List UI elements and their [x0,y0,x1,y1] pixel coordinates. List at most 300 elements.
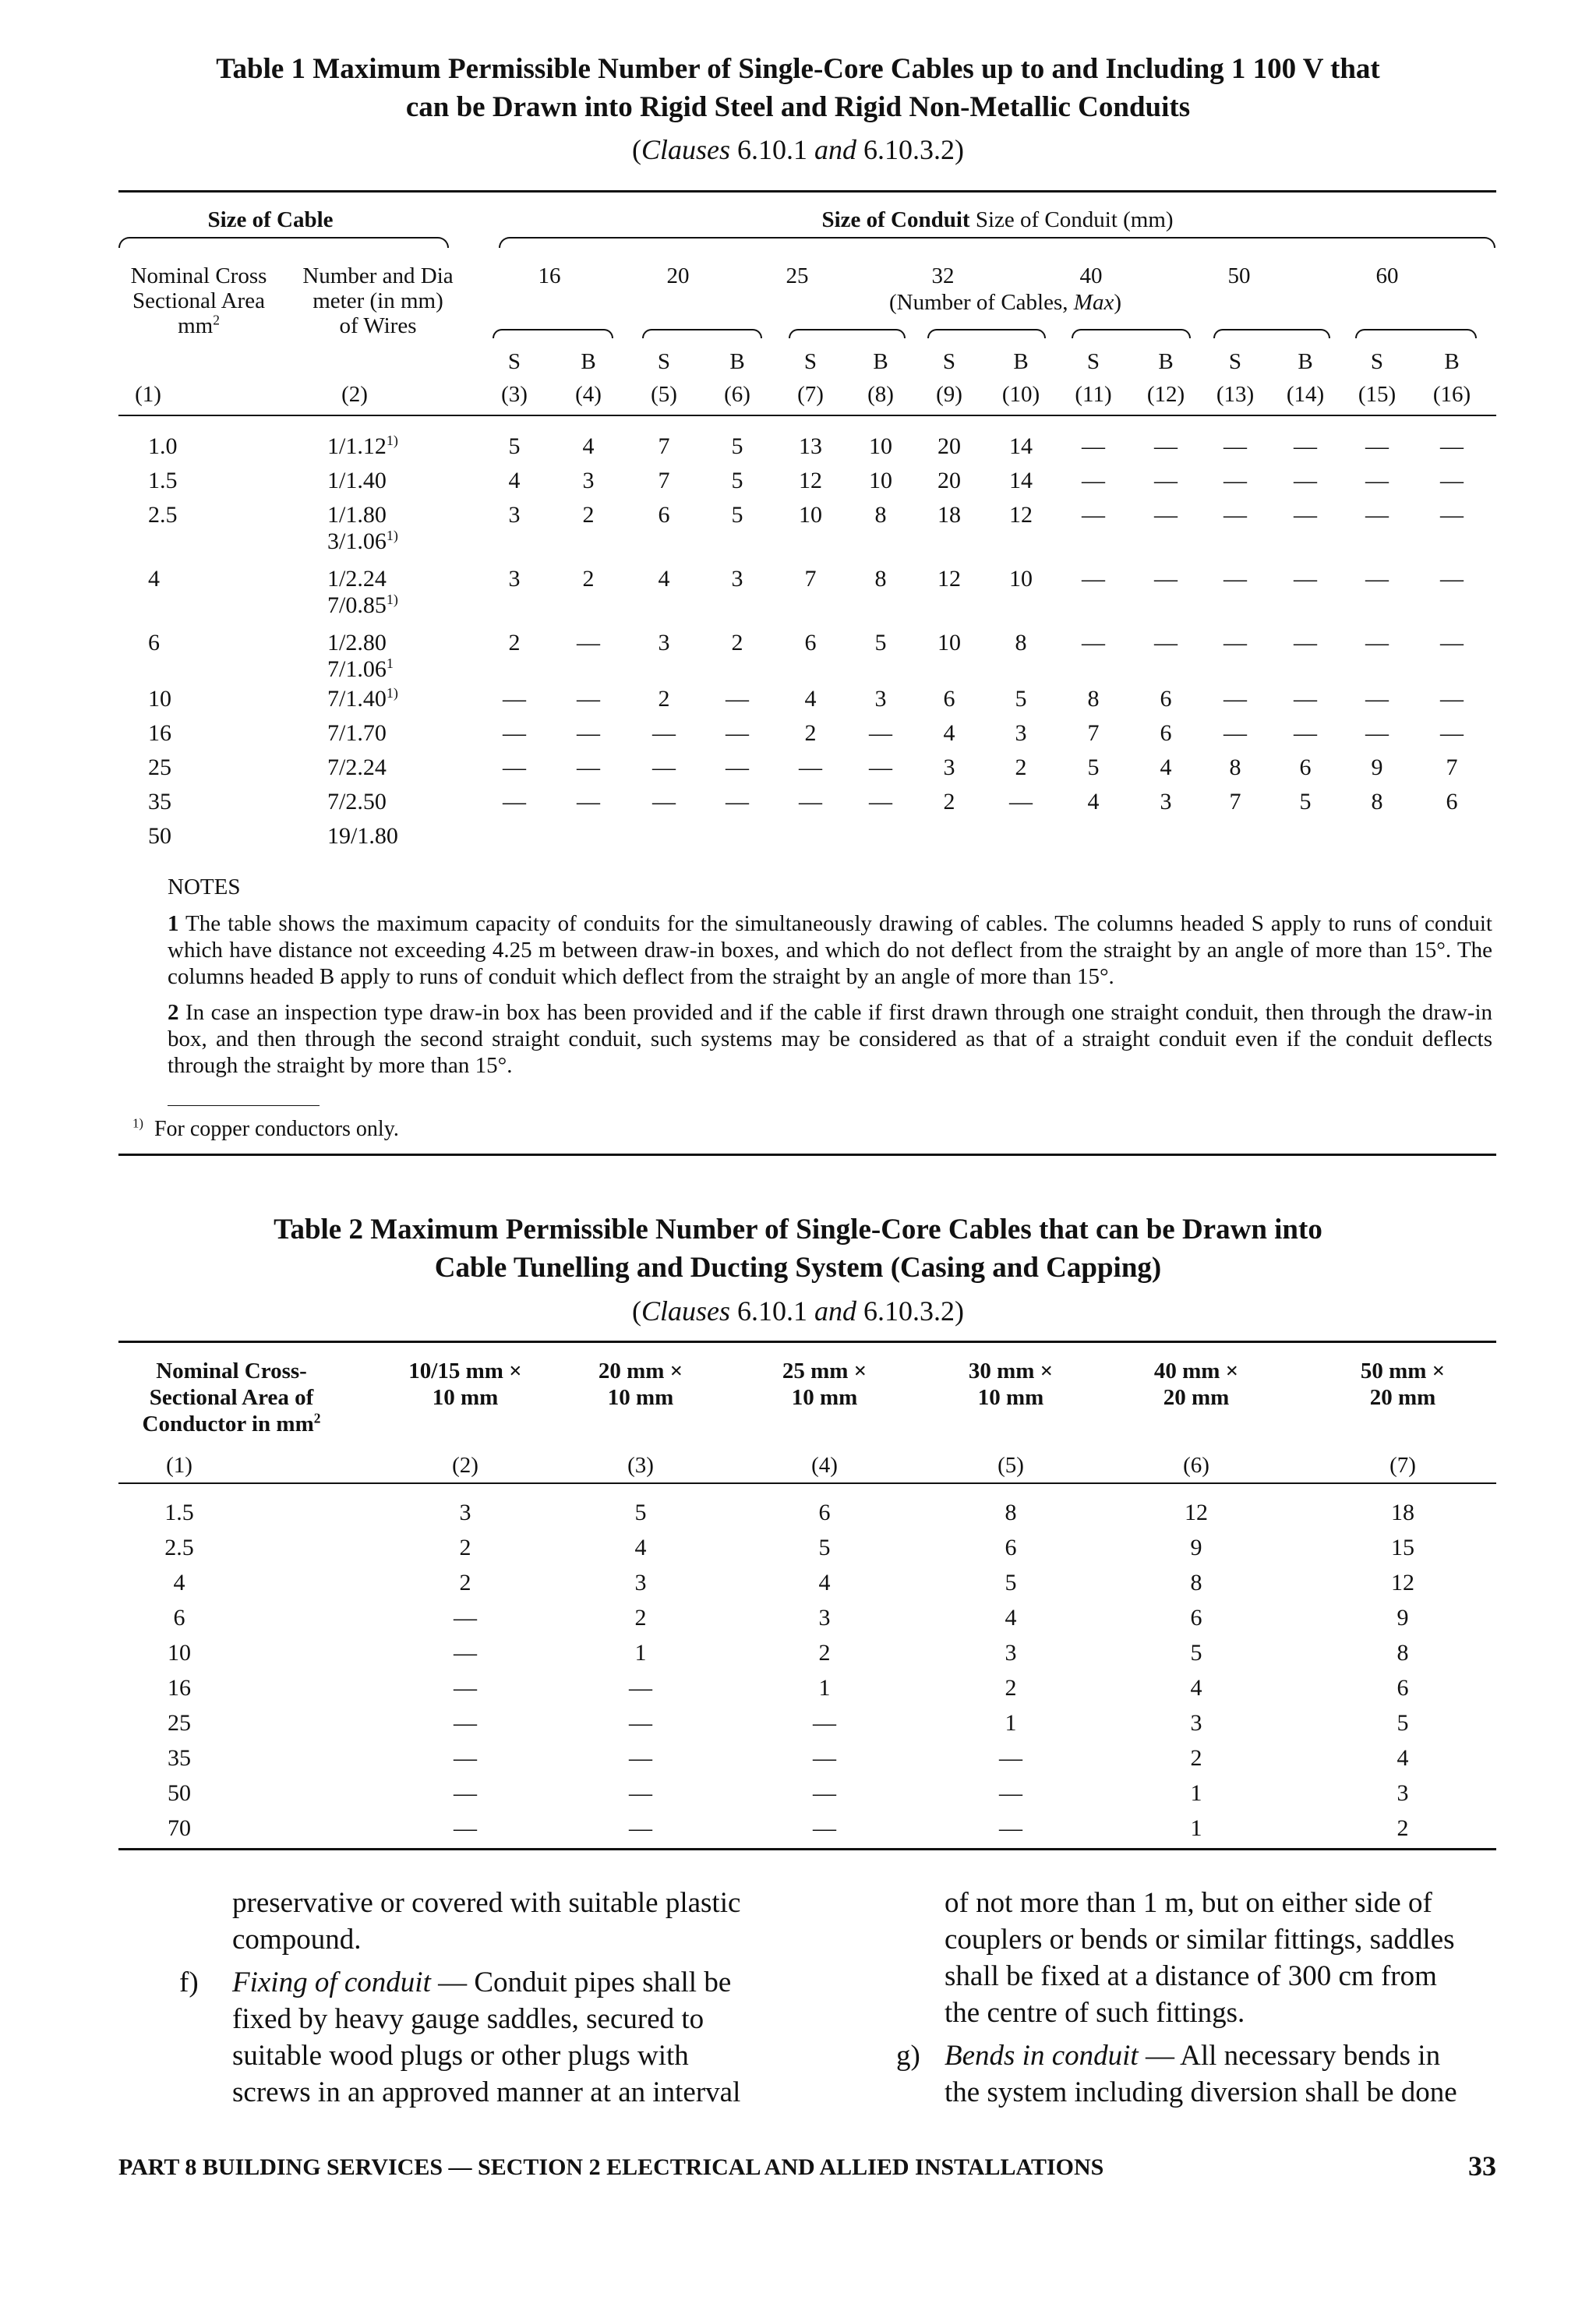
table-cell: 5 [1087,754,1100,780]
table-cell: — [869,754,892,780]
table-cell: — [577,630,600,655]
conduit-size-40: 40 [1079,263,1103,288]
table-cell: — [1294,433,1317,459]
table2-cell: — [813,1815,836,1841]
table2-cell: — [629,1710,652,1736]
table-cell: — [1082,502,1105,528]
sb-label: B [581,349,596,374]
table-cell: — [1294,468,1317,493]
col-number: (11) [1075,382,1112,407]
table-cell: 4 [804,686,817,712]
notes-heading: NOTES [168,875,241,899]
item-f-line4: screws in an approved manner at an interval [232,2076,741,2108]
table2-clauses: (Clauses 6.10.1 and 6.10.3.2) [631,1295,964,1327]
table2-row-area: 4 [173,1570,185,1595]
table2-title-line2: Cable Tunelling and Ducting System (Casing and Capping) [434,1252,1162,1284]
item-f-label: f) [179,1966,199,1998]
table1-top-rule [118,190,1496,193]
table2-cell: — [999,1780,1022,1806]
right-line4: the centre of such fittings. [945,1997,1245,2029]
table-cell: 12 [1009,502,1033,528]
sb-label: S [1370,349,1384,374]
row-area: 35 [148,789,171,815]
table-cell: — [1154,433,1178,459]
table-cell: 2 [582,566,595,592]
table-cell: 5 [731,468,743,493]
table-cell: 7 [1446,754,1458,780]
table2-cell: 5 [634,1500,647,1525]
table-cell: — [1223,502,1247,528]
table2-cell: 1 [1005,1710,1017,1736]
sb-label: S [942,349,956,374]
table2-col-header: 20 mm × 10 mm [598,1359,683,1410]
sb-brace [642,329,762,338]
table2-cell: 8 [1190,1570,1202,1595]
table2-row-area: 2.5 [164,1535,194,1560]
table-cell: — [1082,566,1105,592]
table-cell: 10 [869,433,892,459]
table-cell: 14 [1009,433,1033,459]
table-cell: 8 [1015,630,1027,655]
table2-cell: — [999,1745,1022,1771]
sb-label: S [657,349,671,374]
table1-bottom-rule [118,1154,1496,1156]
table2-cell: 12 [1391,1570,1414,1595]
table2-cell: — [629,1745,652,1771]
table2-cell: 18 [1391,1500,1414,1525]
table2-cell: 2 [1005,1675,1017,1701]
table2-row-area: 25 [168,1710,191,1736]
table2-cell: 3 [818,1605,831,1631]
sb-brace [1072,329,1191,338]
table-cell: — [577,754,600,780]
table-cell: 4 [508,468,521,493]
row-area: 50 [148,823,171,849]
sb-label: S [803,349,817,374]
table-cell: 5 [508,433,521,459]
table-cell: — [1154,502,1178,528]
item-g-label: g) [896,2040,920,2072]
sb-label: S [1228,349,1242,374]
sb-label: B [873,349,888,374]
col-number: (7) [797,382,824,407]
table-cell: — [1154,630,1178,655]
table-cell: — [652,789,676,815]
table2-cell: 2 [1396,1815,1409,1841]
row-wires: 7/2.24 [327,754,387,780]
size-of-cable-label: Size of Cable [207,207,334,232]
table-cell: 6 [658,502,670,528]
table-cell: — [503,754,526,780]
table2-cell: 4 [634,1535,647,1560]
table-cell: 2 [508,630,521,655]
conduit-size-25: 25 [786,263,809,288]
table-cell: 8 [874,566,887,592]
item-g-line1: Bends in conduit — All necessary bends in [945,2040,1441,2072]
table-cell: — [1365,720,1389,746]
sb-label: S [1086,349,1100,374]
table-cell: — [1223,566,1247,592]
table-cell: 7 [658,433,670,459]
conduit-size-16: 16 [538,263,561,288]
col-number: (6) [724,382,750,407]
cable-brace [118,237,449,248]
table-cell: 10 [869,468,892,493]
row-area: 10 [148,686,171,712]
col-number: (2) [341,382,368,407]
table2-col-header: 50 mm × 20 mm [1360,1359,1446,1410]
table-cell: — [1440,720,1464,746]
table2-cell: 3 [634,1570,647,1595]
table-cell: — [1294,686,1317,712]
table2-row-area: 35 [168,1745,191,1771]
table1-clauses: (Clauses 6.10.1 and 6.10.3.2) [631,134,964,165]
table2-cell: 3 [1005,1640,1017,1666]
table-cell: — [1082,433,1105,459]
table-cell: — [726,720,749,746]
table2-cell: 6 [1005,1535,1017,1560]
table2-cell: — [454,1815,477,1841]
page-number: 33 [1468,2150,1496,2182]
col-number: (9) [936,382,962,407]
table-cell: 2 [731,630,743,655]
col-number: (13) [1216,382,1255,407]
table2-header-rule [118,1482,1496,1484]
table-cell: 3 [1160,789,1172,815]
table-cell: — [1365,630,1389,655]
table1-header-rule [118,415,1496,416]
table2-cell: — [454,1605,477,1631]
table2-cell: 6 [818,1500,831,1525]
table2-row-area: 10 [168,1640,191,1666]
note-1: 1 The table shows the maximum capacity of conduits for the simultaneously drawing of cables. The columns headed S apply to runs of conduit which have distance not exceeding 4.25 m between draw-in boxes, and which do not deflect from the straight by an angle of more than 15°. The columns headed B apply to runs of conduit which deflect from the straight by an angle of more than 15°. [168,911,1492,989]
col-number: (5) [651,382,677,407]
table-cell: — [652,754,676,780]
col-number: (8) [867,382,894,407]
col-number: (15) [1358,382,1396,407]
row-wires: 19/1.80 [327,823,398,849]
table-cell: 8 [1229,754,1241,780]
table-cell: 5 [1299,789,1312,815]
table-cell: — [726,789,749,815]
table2-col-number: (2) [452,1453,478,1478]
table-cell: 8 [1371,789,1383,815]
table-cell: 3 [731,566,743,592]
sb-label: B [729,349,745,374]
table2-cell: 2 [459,1535,471,1560]
table-cell: 9 [1371,754,1383,780]
table2-col-number: (4) [811,1453,838,1478]
sb-label: B [1444,349,1460,374]
sb-brace [493,329,613,338]
row-wires: 7/1.70 [327,720,387,746]
conduit-size-20: 20 [666,263,690,288]
table-cell: — [869,789,892,815]
row-area: 25 [148,754,171,780]
table-cell: — [1223,630,1247,655]
table2-cell: 8 [1005,1500,1017,1525]
row-area: 1.0 [148,433,178,459]
table2-cell: 5 [1396,1710,1409,1736]
footnote: $^{1)}$ For copper conductors only. [132,1115,399,1141]
col-number: (3) [501,382,528,407]
table2-cell: 2 [634,1605,647,1631]
sb-brace [789,329,906,338]
table-cell: — [1223,720,1247,746]
conduit-size-32: 32 [931,263,955,288]
table-cell: 2 [582,502,595,528]
table-cell: 12 [799,468,822,493]
table-cell: — [577,686,600,712]
table2-cell: 2 [1190,1745,1202,1771]
table-cell: 20 [937,433,961,459]
table2-title-line1: Table 2 Maximum Permissible Number of Single-Core Cables that can be Drawn into [274,1214,1322,1246]
sb-brace [1355,329,1477,338]
table-cell: — [1154,566,1178,592]
table-cell: — [1440,630,1464,655]
table-cell: — [503,686,526,712]
table2-cell: — [813,1710,836,1736]
table2-row-area: 6 [173,1605,185,1631]
col-number: (1) [135,382,161,407]
table-cell: 2 [943,789,955,815]
table-cell: — [726,754,749,780]
table2-cell: 2 [459,1570,471,1595]
table-cell: 13 [799,433,822,459]
table2-cell: — [454,1780,477,1806]
table2-cell: — [629,1815,652,1841]
table2-cell: 15 [1391,1535,1414,1560]
table-cell: 7 [804,566,817,592]
table2-cell: 1 [1190,1815,1202,1841]
table-cell: 3 [874,686,887,712]
col-number: (16) [1432,382,1471,407]
table2-cell: 4 [1190,1675,1202,1701]
table-cell: — [726,686,749,712]
table-cell: 10 [937,630,961,655]
table-cell: — [1223,686,1247,712]
table-cell: — [1440,433,1464,459]
table-cell: 20 [937,468,961,493]
table2-col-header: 40 mm × 20 mm [1153,1359,1239,1410]
table-cell: — [1154,468,1178,493]
row-wires: 7/2.50 [327,789,387,815]
table-cell: — [652,720,676,746]
table2-cell: 1 [818,1675,831,1701]
table2-cell: 5 [1005,1570,1017,1595]
table-cell: 3 [582,468,595,493]
conduit-size-50: 50 [1227,263,1251,288]
table2-cell: 3 [459,1500,471,1525]
table-cell: — [1440,502,1464,528]
table-cell: 5 [731,502,743,528]
table-cell: — [503,720,526,746]
table-cell: — [577,789,600,815]
table2-cell: 3 [1396,1780,1409,1806]
table2-cell: — [813,1780,836,1806]
conduit-size-60: 60 [1375,263,1399,288]
sb-label: B [1158,349,1174,374]
table-cell: — [1440,686,1464,712]
left-line2: compound. [232,1924,362,1956]
row-wires: 1/1.40 [327,468,387,493]
col-number: (12) [1146,382,1185,407]
sb-label: B [1013,349,1029,374]
table2-cell: — [454,1745,477,1771]
table2-cell: — [454,1675,477,1701]
right-line3: shall be fixed at a distance of 300 cm from [945,1960,1437,1992]
table-cell: 2 [658,686,670,712]
table-cell: — [1440,566,1464,592]
col1-header: Nominal Cross Sectional Area $mm^2$ [130,263,267,338]
table-cell: 3 [1015,720,1027,746]
table-cell: — [503,789,526,815]
table-cell: 8 [874,502,887,528]
table-cell: — [1294,630,1317,655]
item-f-line1: Fixing of conduit — Conduit pipes shall be [232,1966,732,1998]
row-wires: 7/1.40$^{1)}$ [327,685,398,712]
table2-col-header: 30 mm × 10 mm [968,1359,1054,1410]
table-cell: 7 [1087,720,1100,746]
table2-col-header: 25 mm × 10 mm [782,1359,867,1410]
table2-col-number: (5) [998,1453,1024,1478]
table-cell: 12 [937,566,961,592]
table-cell: — [799,789,822,815]
table2-cell: 12 [1185,1500,1208,1525]
table-cell: — [1294,566,1317,592]
item-f-line2: fixed by heavy gauge saddles, secured to [232,2003,704,2035]
table2-bottom-rule [118,1848,1496,1850]
right-line2: couplers or bends or similar fittings, saddles [945,1924,1455,1956]
table2-cell: — [813,1745,836,1771]
table-cell: 5 [874,630,887,655]
table-cell: 4 [658,566,670,592]
row-area: 2.5 [148,502,178,528]
table2-cell: 5 [818,1535,831,1560]
row-area: 16 [148,720,171,746]
table-cell: — [1223,433,1247,459]
table-cell: 3 [508,566,521,592]
table-cell: — [1294,720,1317,746]
table2-cell: — [629,1780,652,1806]
table-cell: 3 [658,630,670,655]
table-cell: 6 [804,630,817,655]
sb-brace [1213,329,1330,338]
table-cell: 7 [1229,789,1241,815]
row-area: 6 [148,630,160,655]
footer-text: PART 8 BUILDING SERVICES — SECTION 2 ELECTRICAL AND ALLIED INSTALLATIONS [118,2154,1104,2180]
table2-col-number: (3) [627,1453,654,1478]
table-cell: 4 [943,720,955,746]
table-cell: — [869,720,892,746]
table-cell: 2 [804,720,817,746]
row-wires: 1/1.12$^{1)}$ [327,433,398,459]
sb-brace [927,329,1046,338]
table2-col-header: 10/15 mm × 10 mm [408,1359,522,1410]
col2-header: Number and Dia meter (in mm) of Wires [302,263,454,338]
table-cell: 6 [1160,720,1172,746]
table2-cell: — [999,1815,1022,1841]
footnote-rule [168,1105,320,1106]
row-wires: 1/1.80 3/1.06$^{1)}$ [327,502,398,554]
left-line1: preservative or covered with suitable plastic [232,1887,741,1919]
table2-cell: 1 [634,1640,647,1666]
table-cell: — [1365,433,1389,459]
table-cell: 2 [1015,754,1027,780]
table-cell: — [577,720,600,746]
col-number: (10) [1001,382,1040,407]
table2-cell: 2 [818,1640,831,1666]
table2-cell: 9 [1396,1605,1409,1631]
table2-cell: 6 [1396,1675,1409,1701]
table-cell: 3 [943,754,955,780]
table-cell: — [1082,468,1105,493]
table2-col-number: (7) [1389,1453,1416,1478]
item-g-line2: the system including diversion shall be done [945,2076,1457,2108]
table-cell: — [1009,789,1033,815]
table2-col-number: (6) [1183,1453,1209,1478]
table2-row-area: 16 [168,1675,191,1701]
table-cell: 4 [582,433,595,459]
item-f-line3: suitable wood plugs or other plugs with [232,2040,689,2072]
table-cell: 6 [943,686,955,712]
table2-top-rule [118,1341,1496,1343]
number-of-cables-label: (Number of Cables, Max) [889,290,1121,315]
table-cell: 6 [1446,789,1458,815]
table-cell: 10 [1009,566,1033,592]
table-cell: 18 [937,502,961,528]
table2-cell: 8 [1396,1640,1409,1666]
table2-cell: 4 [818,1570,831,1595]
table2-row-area: 50 [168,1780,191,1806]
table-cell: — [1365,468,1389,493]
table-cell: 10 [799,502,822,528]
table-cell: — [1365,686,1389,712]
table-cell: 6 [1299,754,1312,780]
table2-cell: 6 [1190,1605,1202,1631]
table-cell: 14 [1009,468,1033,493]
table1-title-line1: Table 1 Maximum Permissible Number of Single-Core Cables up to and Including 1 100 V that [216,53,1380,85]
table2-cell: 9 [1190,1535,1202,1560]
table2-cell: 3 [1190,1710,1202,1736]
table2-cell: — [454,1640,477,1666]
table2-col1-header: Nominal Cross- Sectional Area of Conductor in $mm^2$ [142,1359,321,1436]
table-cell: 8 [1087,686,1100,712]
table2-cell: — [454,1710,477,1736]
table-cell: 7 [658,468,670,493]
conduit-brace [499,237,1495,248]
table-cell: — [1082,630,1105,655]
table2-col-number: (1) [166,1453,192,1478]
table-cell: — [1223,468,1247,493]
table2-row-area: 70 [168,1815,191,1841]
table-cell: 4 [1160,754,1172,780]
table2-cell: 4 [1396,1745,1409,1771]
size-of-conduit-label: Size of Conduit Size of Conduit (mm) [821,207,1174,232]
table1-title-line2: can be Drawn into Rigid Steel and Rigid Non-Metallic Conduits [405,91,1191,123]
sb-label: S [507,349,521,374]
table2-cell: — [629,1675,652,1701]
table-cell: 5 [731,433,743,459]
table-cell: 3 [508,502,521,528]
table-cell: — [1365,502,1389,528]
table2-cell: 5 [1190,1640,1202,1666]
table-cell: 6 [1160,686,1172,712]
table-cell: — [799,754,822,780]
row-area: 4 [148,566,160,592]
table2-row-area: 1.5 [164,1500,194,1525]
note-2: 2 In case an inspection type draw-in box has been provided and if the cable if first drawn through one straight conduit, then through the draw-in box, and then through the second straight conduit, such systems may be considered as that of a straight conduit even if the conduit deflects through the straight by more than 15°. [168,1000,1493,1078]
